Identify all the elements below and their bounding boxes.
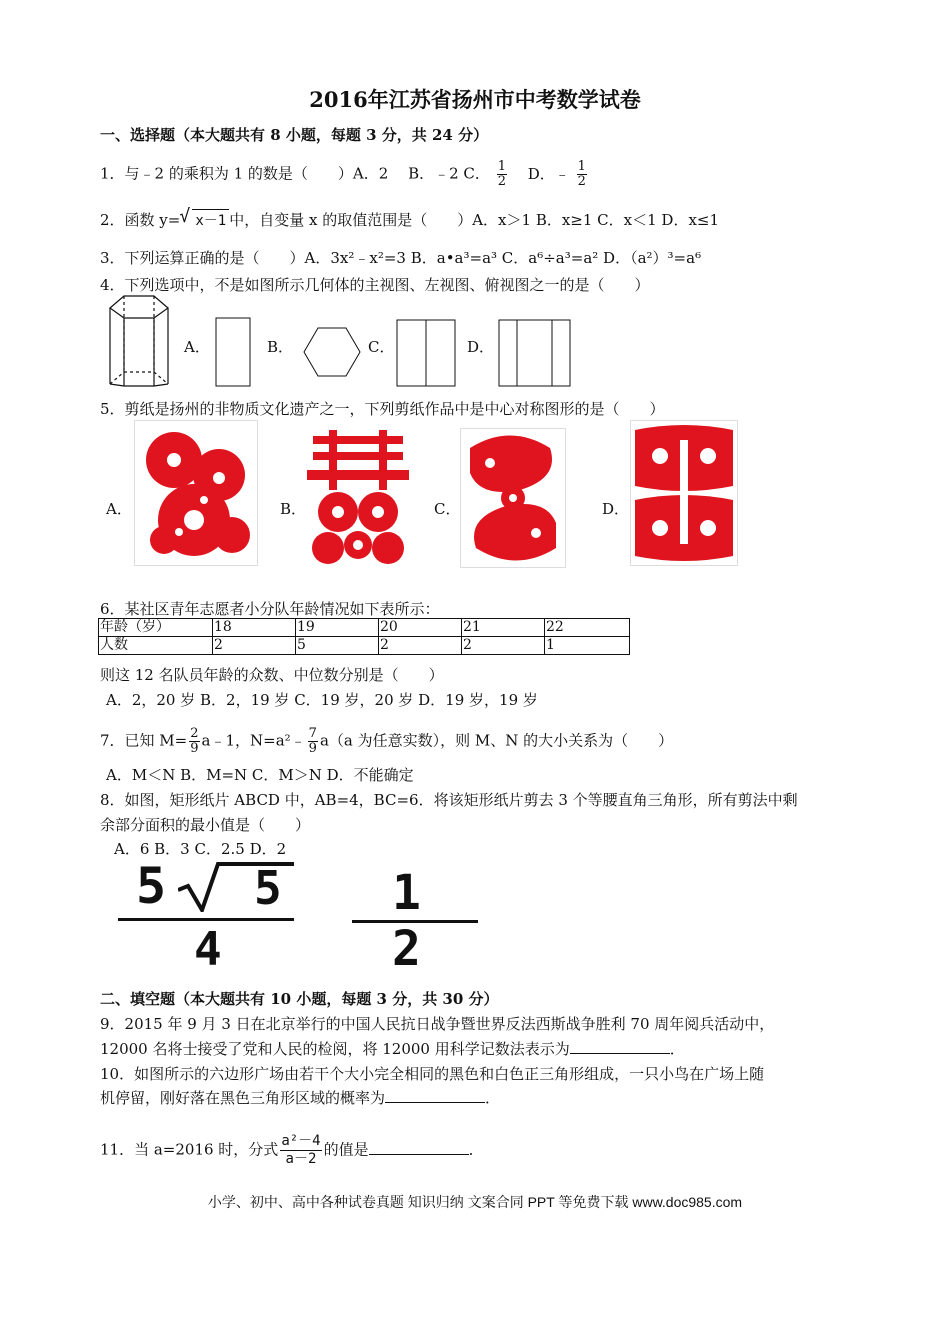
fraction-a-squared: $\frac{\text{a²－4}}{a-2}$ [281,1133,321,1167]
q2-pre: 2．函数 y= [100,211,181,229]
papercut-c-image [460,428,566,568]
fraction-coefficient: 5 [136,857,167,915]
question-5: 5．剪纸是扬州的非物质文化遗产之一，下列剪纸作品中是中心对称图形的是（ ） [100,400,665,418]
hexagonal-prism-figure [110,296,168,386]
answer-blank[interactable] [570,1039,670,1054]
q4-label-b: B． [267,338,294,356]
q8-options: A．6 B．3 C．2.5 D．2 [114,840,287,858]
q4-label-a: A． [184,338,210,356]
q7-options: A．M＜N B．M=N C．M＞N D．不能确定 [106,766,414,784]
question-11 [100,1133,484,1168]
question-4: 4．下列选项中，不是如图所示几何体的主视图、左视图、俯视图之一的是（ ） [100,276,650,294]
q5-label-b: B． [280,500,307,518]
q8-line-2: 余部分面积的最小值是（ ） [100,816,311,834]
q10-end: ． [485,1089,501,1107]
fraction-half: $\frac{1}{2}$ [497,159,506,189]
fraction-one-half-large [352,865,478,977]
page-title: 2016年江苏省扬州市中考数学试卷 [309,87,641,112]
table-cell: 2 [379,637,462,655]
section-2-heading: 二、填空题（本大题共有 10 小题，每题 3 分，共 30 分） [100,990,499,1008]
q7-part-c: a（a 为任意实数），则 M、N 的大小关系为（ ） [319,731,674,750]
q6-ask: 则这 12 名队员年龄的众数、中位数分别是（ ） [100,666,444,684]
papercut-d-image [630,420,738,566]
fraction-radicand: 5 [254,861,282,915]
q11-end: ． [468,1140,484,1159]
table-cell: 21 [462,619,545,637]
fraction-bar [118,918,294,921]
option-b-hexagon [304,328,360,376]
fraction-five-root-five-over-four [118,858,294,974]
q5-label-c: C． [434,500,461,518]
question-6: 6．某社区青年志愿者小分队年龄情况如下表所示： [100,600,440,618]
table-row [99,637,630,655]
q4-figures [106,294,576,390]
page-footer: 小学、初中、高中各种试卷真题 知识归纳 文案合同 PPT 等免费下载 www.doc985.com [207,1194,743,1210]
age-table [98,618,630,655]
answer-blank[interactable] [385,1088,485,1103]
fraction-denominator: 4 [194,922,222,976]
papercut-b-image [303,430,413,566]
q6-options: A．2，20 岁 B．2，19 岁 C．19 岁，20 岁 D．19 岁，19 岁 [106,691,538,709]
q10-text: 机停留，刚好落在黑色三角形区域的概率为 [100,1089,386,1107]
question-1 [100,160,589,189]
fraction-numerator: 1 [392,865,421,921]
q4-label-c: C． [368,338,395,356]
table-cell: 22 [545,619,630,637]
fraction-denominator: 2 [392,921,421,977]
question-7 [100,727,673,756]
q7-part-b: a﹣1，N=a²﹣ [201,731,306,750]
q5-label-d: D． [602,500,630,518]
question-2 [100,209,719,230]
table-cell: 18 [213,619,296,637]
table-cell: 2 [462,637,545,655]
table-cell: 20 [379,619,462,637]
table-cell: 5 [296,637,379,655]
question-3: 3．下列运算正确的是（ ）A．3x²﹣x²=3 B．a•a³=a³ C．a⁶÷a³=a² D．（a²）³=a⁶ [100,249,702,267]
section-1-heading: 一、选择题（本大题共有 8 小题，每题 3 分，共 24 分） [100,126,489,144]
q1-option-d: D．﹣ [527,164,570,183]
table-cell: 19 [296,619,379,637]
q4-label-d: D． [467,338,495,356]
q2-post: 中，自变量 x 的取值范围是（ ）A．x＞1 B．x≥1 C．x＜1 D．x≤1 [229,211,720,229]
q11-part-b: 的值是 [323,1140,369,1159]
q9-line-2 [100,1038,685,1059]
q5-label-a: A． [106,500,132,518]
fraction-two-ninths: $\frac{2}{9}$ [190,726,199,756]
fraction-seven-ninths: $\frac{7}{9}$ [308,726,317,756]
q10-line-2 [100,1087,500,1108]
option-d-rectangles [499,320,570,386]
papercut-a-image [134,420,258,566]
q10-line-1: 10．如图所示的六边形广场由若干个大小完全相同的黑色和白色正三角形组成，一只小鸟在广场上随 [100,1065,765,1083]
fraction-neg-half: $\frac{1}{2}$ [577,159,586,189]
table-cell: 人数 [99,637,213,655]
sqrt-expression: √ x－1 [192,209,229,230]
q1-stem: 1．与﹣2 的乘积为 1 的数是（ ）A．2 B．﹣2 C． [100,164,490,183]
table-cell: 2 [213,637,296,655]
table-row [99,619,630,637]
q8-line-1: 8．如图，矩形纸片 ABCD 中，AB=4，BC=6．将该矩形纸片剪去 3 个等腰直角三角形，所有剪法中剩 [100,791,798,809]
answer-blank[interactable] [369,1140,469,1155]
q9-text: 12000 名将士接受了党和人民的检阅，将 12000 用科学记数法表示为 [100,1040,570,1058]
q9-line-1: 9．2015 年 9 月 3 日在北京举行的中国人民抗日战争暨世界反法西斯战争胜利 70 周年阅兵活动中， [100,1015,775,1033]
q9-end: ． [669,1040,685,1058]
table-cell: 年龄（岁） [99,619,213,637]
option-c-rectangles [397,320,455,386]
q11-part-a: 11．当 a=2016 时，分式 [100,1140,279,1159]
q7-part-a: 7．已知 M= [100,731,188,750]
table-cell: 1 [545,637,630,655]
option-a-rectangle [216,318,250,386]
